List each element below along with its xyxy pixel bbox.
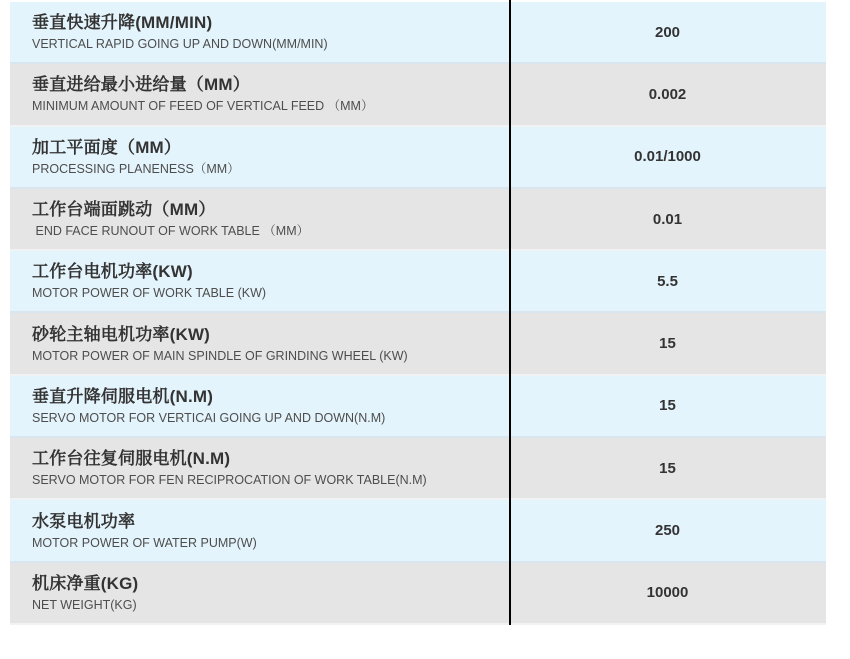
- spec-value-cell: [509, 2, 826, 62]
- spec-value: 0.002: [648, 85, 687, 103]
- spec-value-cell: [509, 500, 826, 560]
- spec-name-zh: 机床净重(KG): [32, 573, 139, 593]
- spec-value: 15: [659, 335, 676, 353]
- spec-label-cell: [10, 438, 509, 498]
- table-row: [10, 189, 826, 251]
- spec-label-cell: [10, 500, 509, 560]
- spec-label-cell: [10, 313, 509, 373]
- spec-value: 200: [654, 23, 681, 41]
- spec-value-cell: [509, 189, 826, 249]
- spec-value-cell: [509, 64, 826, 124]
- spec-value: 0.01/1000: [634, 148, 701, 166]
- spec-value: 250: [654, 522, 681, 540]
- table-row: [10, 500, 826, 562]
- spec-name-zh: 水泵电机功率: [32, 511, 136, 531]
- spec-value-cell: [509, 438, 826, 498]
- spec-name-zh: 垂直快速升降(MM/MIN): [32, 13, 213, 33]
- spec-value: 0.01: [652, 210, 683, 228]
- spec-value-cell: [509, 376, 826, 436]
- spec-table: [10, 2, 826, 625]
- spec-name-en: MINIMUM AMOUNT OF FEED OF VERTICAL FEED （MM）: [32, 99, 374, 114]
- spec-label-cell: [10, 64, 509, 124]
- spec-name-zh: 砂轮主轴电机功率(KW): [32, 324, 211, 344]
- spec-name-zh: 工作台往复伺服电机(N.M): [32, 449, 231, 469]
- spec-label-cell: [10, 251, 509, 311]
- spec-value: 5.5: [657, 272, 678, 290]
- spec-value: 15: [659, 459, 676, 477]
- spec-name-en: NET WEIGHT(KG): [32, 597, 137, 612]
- spec-name-zh: 垂直进给最小进给量（MM）: [32, 75, 250, 95]
- spec-name-en: VERTICAL RAPID GOING UP AND DOWN(MM/MIN): [32, 37, 328, 52]
- spec-name-en: MOTOR POWER OF WATER PUMP(W): [32, 535, 257, 550]
- spec-name-en: SERVO MOTOR FOR VERTICAI GOING UP AND DOWN(N.M): [32, 410, 386, 425]
- table-row: [10, 376, 826, 438]
- table-row: [10, 2, 826, 64]
- spec-value-cell: [509, 563, 826, 623]
- table-row: [10, 251, 826, 313]
- spec-label-cell: [10, 127, 509, 187]
- spec-value-cell: [509, 313, 826, 373]
- table-row: [10, 127, 826, 189]
- spec-label-cell: [10, 2, 509, 62]
- spec-label-cell: [10, 563, 509, 623]
- spec-name-zh: 垂直升降伺服电机(N.M): [32, 386, 214, 406]
- spec-value-cell: [509, 127, 826, 187]
- table-row: [10, 313, 826, 375]
- table-row: [10, 64, 826, 126]
- spec-value: 10000: [646, 584, 689, 602]
- table-row: [10, 563, 826, 625]
- spec-name-en: MOTOR POWER OF WORK TABLE (KW): [32, 286, 267, 301]
- spec-label-cell: [10, 189, 509, 249]
- spec-value-cell: [509, 251, 826, 311]
- spec-name-en: PROCESSING PLANENESS（MM）: [32, 161, 240, 176]
- spec-label-cell: [10, 376, 509, 436]
- spec-name-en: END FACE RUNOUT OF WORK TABLE （MM）: [32, 224, 310, 239]
- table-row: [10, 438, 826, 500]
- spec-name-zh: 工作台电机功率(KW): [32, 262, 193, 282]
- spec-value: 15: [659, 397, 676, 415]
- spec-name-zh: 工作台端面跳动（MM）: [32, 200, 216, 220]
- column-divider-line: [509, 0, 511, 625]
- spec-name-en: MOTOR POWER OF MAIN SPINDLE OF GRINDING WHEEL (KW): [32, 348, 408, 363]
- spec-name-zh: 加工平面度（MM）: [32, 137, 182, 157]
- spec-name-en: SERVO MOTOR FOR FEN RECIPROCATION OF WORK TABLE(N.M): [32, 473, 427, 488]
